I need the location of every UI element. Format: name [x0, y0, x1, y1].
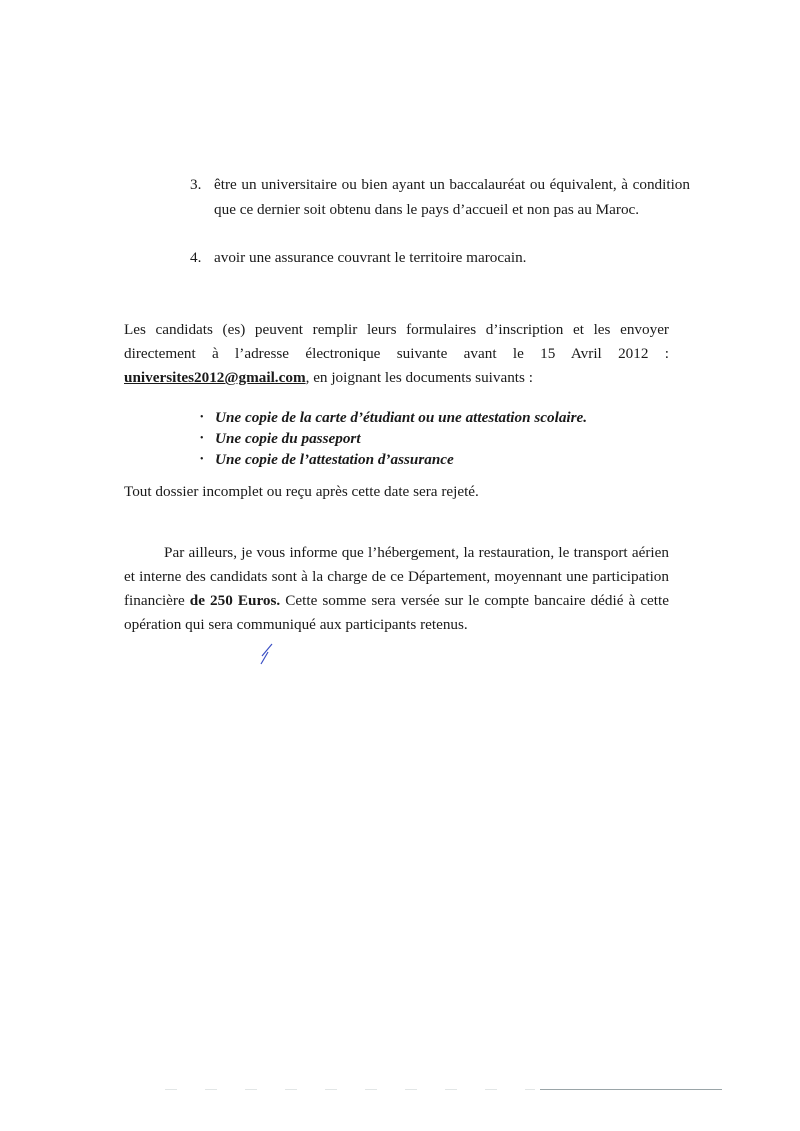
costs-paragraph [124, 541, 669, 637]
application-text-after: , en joignant les documents suivants : [305, 369, 533, 386]
rejection-notice: Tout dossier incomplet ou reçu après cette date sera rejeté. [124, 483, 479, 500]
condition-item-4 [190, 245, 690, 270]
document-item [200, 449, 587, 470]
document-text: Une copie du passeport [215, 430, 361, 447]
condition-item-3 [190, 172, 690, 222]
document-text: Une copie de l’attestation d’assurance [215, 451, 454, 468]
costs-text-before: Par ailleurs, je vous informe que l’hébergement, la restauration, le transport aérien et interne des candidats sont à la charge de ce Département, moyennant une participation financière [124, 544, 669, 609]
application-paragraph [124, 318, 669, 390]
document-item [200, 407, 587, 428]
pen-mark-icon [258, 642, 278, 666]
bullet-icon: • [200, 454, 204, 465]
condition-text: être un universitaire ou bien ayant un baccalauréat ou équivalent, à condition que ce dernier soit obtenu dans le pays d’accueil et non pas au Maroc. [214, 176, 690, 218]
document-item [200, 428, 587, 449]
costs-amount: de 250 Euros. [189, 592, 281, 609]
costs-text-after: Cette somme sera versée sur le compte bancaire dédié à cette opération qui sera communiqué aux participants retenus. [124, 592, 669, 633]
condition-number: 4. [190, 249, 202, 266]
footer-line [540, 1089, 722, 1090]
footer-dashes [165, 1089, 535, 1090]
condition-text: avoir une assurance couvrant le territoire marocain. [214, 249, 527, 266]
application-text-before: Les candidats (es) peuvent remplir leurs formulaires d’inscription et les envoyer directement à l’adresse électronique suivante avant le 15 Avril 2012 : [124, 321, 669, 362]
documents-list [200, 407, 587, 470]
condition-number: 3. [190, 176, 202, 193]
bullet-icon: • [200, 433, 204, 444]
document-text: Une copie de la carte d’étudiant ou une attestation scolaire. [215, 409, 588, 426]
email-link[interactable]: universites2012@gmail.com [124, 369, 306, 386]
bullet-icon: • [200, 412, 204, 423]
